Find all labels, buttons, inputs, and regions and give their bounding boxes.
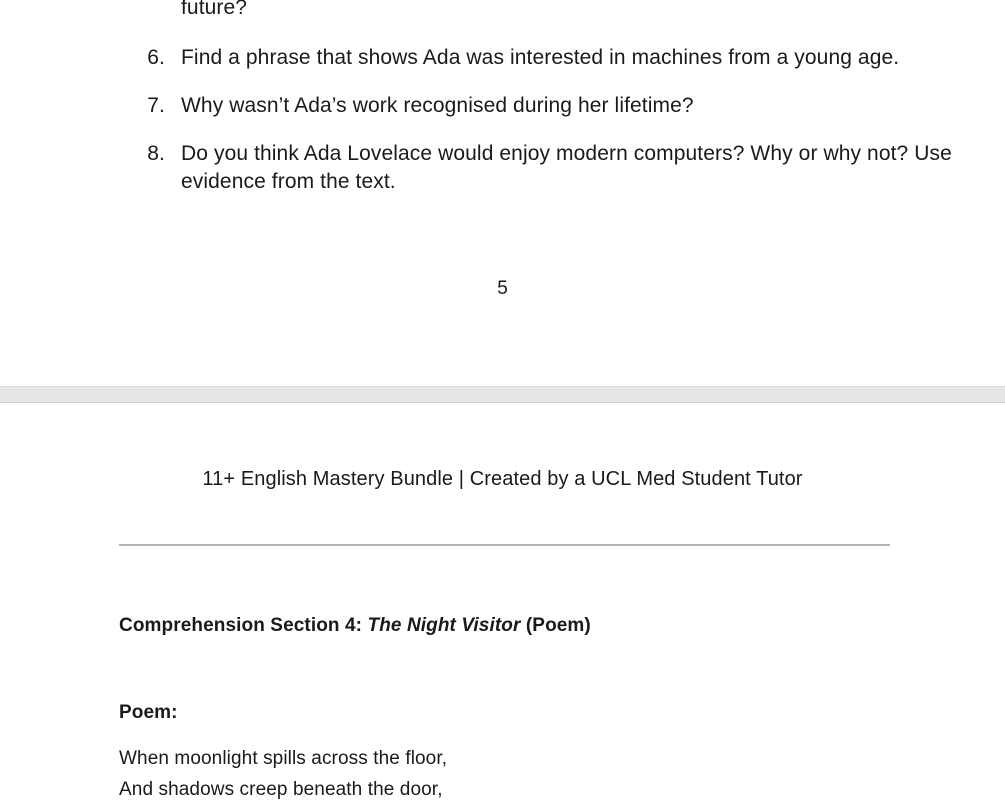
comprehension-question-list: [0, 44, 1005, 216]
section-heading-prefix: Comprehension Section 4:: [119, 615, 368, 636]
question-list-item: [0, 92, 1005, 120]
poem-line: And shadows creep beneath the door,: [119, 779, 443, 800]
page-separator: [0, 386, 1005, 403]
question-number: 8.: [147, 142, 165, 165]
section-heading: [119, 613, 591, 639]
question-5-continuation-text: future?: [181, 0, 248, 19]
section-heading-suffix: (Poem): [520, 615, 591, 636]
question-number: 6.: [147, 46, 165, 69]
question-text: Find a phrase that shows Ada was interested in machines from a young age.: [181, 46, 900, 69]
question-list-item: [0, 140, 1005, 196]
poem-text: [119, 743, 919, 805]
page-number: 5: [497, 278, 508, 299]
header-divider: [119, 544, 890, 546]
poem-line: When moonlight spills across the floor,: [119, 748, 448, 769]
question-number: 7.: [147, 94, 165, 117]
document-page-5: [0, 0, 1005, 386]
question-text: Why wasn’t Ada’s work recognised during her lifetime?: [181, 94, 694, 117]
document-header: 11+ English Mastery Bundle | Created by a UCL Med Student Tutor: [202, 468, 803, 490]
section-heading-title: The Night Visitor: [367, 615, 521, 636]
poem-label: Poem:: [119, 702, 178, 723]
document-page-6: [0, 403, 1005, 800]
question-text: Do you think Ada Lovelace would enjoy modern computers? Why or why not? Use evidence from the text.: [181, 142, 952, 193]
question-list-item: [0, 44, 1005, 72]
